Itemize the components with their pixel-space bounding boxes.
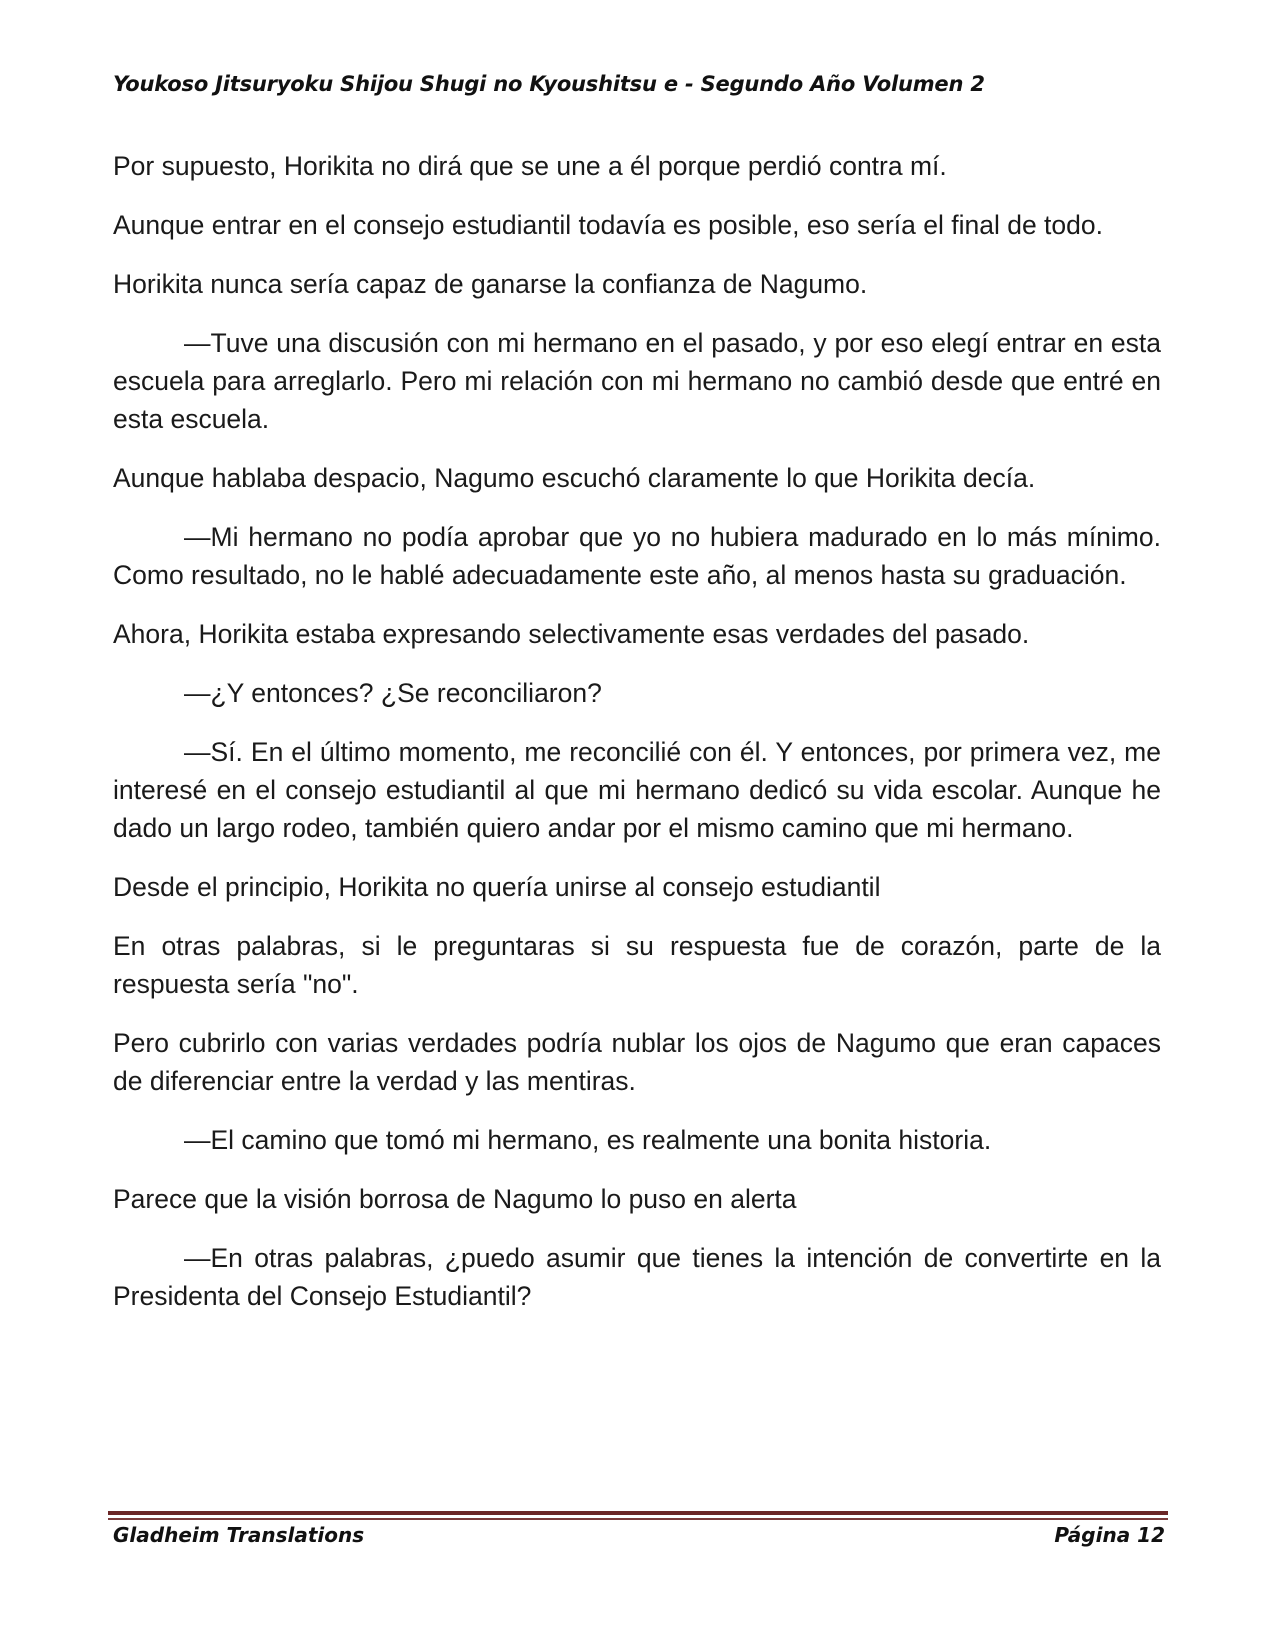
dialogue-paragraph: —Sí. En el último momento, me reconcilié con él. Y entonces, por primera vez, me interesé en el consejo estudiantil al que mi hermano dedicó su vida escolar. Aunque he dado un largo rodeo, también quiero andar por el mismo camino que mi hermano. xyxy=(113,737,1161,843)
dialogue-paragraph: —En otras palabras, ¿puedo asumir que tienes la intención de convertirte en la Presidenta del Consejo Estudiantil? xyxy=(113,1243,1161,1311)
dialogue-paragraph: —¿Y entonces? ¿Se reconciliaron? xyxy=(184,678,602,708)
paragraph: Desde el principio, Horikita no quería unirse al consejo estudiantil xyxy=(113,872,881,902)
dialogue-paragraph: —El camino que tomó mi hermano, es realmente una bonita historia. xyxy=(184,1125,992,1155)
footer-credit: Gladheim Translations xyxy=(113,1523,365,1547)
page-number: Página 12 xyxy=(1054,1523,1165,1547)
paragraph: En otras palabras, si le preguntaras si su respuesta fue de corazón, parte de la respuesta sería "no". xyxy=(113,931,1161,999)
footer-rule-thick xyxy=(108,1511,1168,1515)
paragraph: Parece que la visión borrosa de Nagumo lo puso en alerta xyxy=(113,1184,797,1214)
paragraph: Pero cubrirlo con varias verdades podría nublar los ojos de Nagumo que eran capaces de diferenciar entre la verdad y las mentiras. xyxy=(113,1028,1161,1096)
dialogue-paragraph: —Tuve una discusión con mi hermano en el pasado, y por eso elegí entrar en esta escuela para arreglarlo. Pero mi relación con mi hermano no cambió desde que entré en esta escuela. xyxy=(113,328,1161,434)
paragraph: Aunque entrar en el consejo estudiantil todavía es posible, eso sería el final de todo. xyxy=(113,210,1103,240)
dialogue-paragraph: —Mi hermano no podía aprobar que yo no hubiera madurado en lo más mínimo. Como resultado, no le hablé adecuadamente este año, al menos hasta su graduación. xyxy=(113,522,1161,590)
footer-rule-thin xyxy=(108,1518,1168,1520)
paragraph: Horikita nunca sería capaz de ganarse la confianza de Nagumo. xyxy=(113,269,868,299)
paragraph: Aunque hablaba despacio, Nagumo escuchó claramente lo que Horikita decía. xyxy=(113,463,1036,493)
paragraph: Por supuesto, Horikita no dirá que se une a él porque perdió contra mí. xyxy=(113,151,947,181)
page-header-title: Youkoso Jitsuryoku Shijou Shugi no Kyoushitsu e - Segundo Año Volumen 2 xyxy=(113,72,985,96)
paragraph: Ahora, Horikita estaba expresando selectivamente esas verdades del pasado. xyxy=(113,619,1030,649)
body-text xyxy=(113,147,1161,1336)
